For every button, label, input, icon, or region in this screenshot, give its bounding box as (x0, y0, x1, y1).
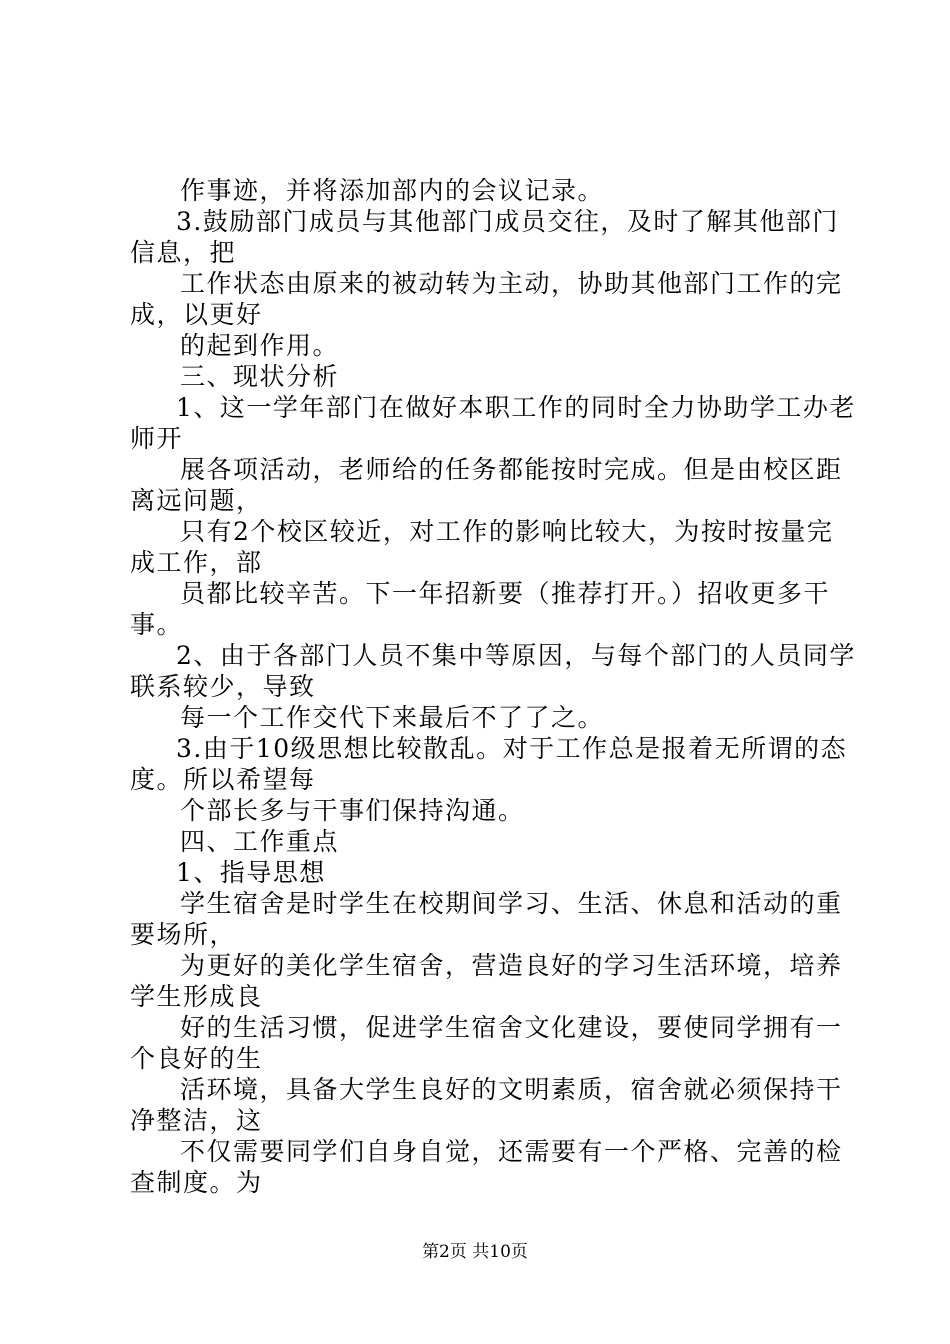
section-heading: 四、工作重点 (180, 827, 340, 856)
text-line: 的起到作用。 (180, 331, 340, 360)
text-line: 工作状态由原来的被动转为主动，协助其他部门工作的完 (180, 269, 843, 298)
text-line: 2、由于各部门人员不集中等原因，与每个部门的人员同学 (176, 641, 856, 670)
text-line: 净整洁，这 (130, 1106, 263, 1135)
text-line: 好的生活习惯，促进学生宿舍文化建设，要使同学拥有一 (180, 1013, 843, 1042)
text-line: 展各项活动，老师给的任务都能按时完成。但是由校区距 (180, 455, 843, 484)
text-line: 员都比较辛苦。下一年招新要（推荐打开。）招收更多干 (180, 579, 831, 608)
text-line: 师开 (130, 424, 184, 453)
text-line: 信息，把 (130, 238, 237, 267)
text-line: 事。 (130, 610, 184, 639)
text-line: 个良好的生 (130, 1044, 263, 1073)
text-line: 活环境，具备大学生良好的文明素质，宿舍就必须保持干 (180, 1075, 843, 1104)
text-line: 每一个工作交代下来最后不了了之。 (180, 703, 605, 732)
text-line: 学生形成良 (130, 982, 263, 1011)
text-line: 查制度。为 (130, 1168, 263, 1197)
text-line: 3.由于10级思想比较散乱。对于工作总是报着无所谓的态 (176, 734, 848, 763)
text-line: 1、这一学年部门在做好本职工作的同时全力协助学工办老 (176, 393, 856, 422)
text-line: 为更好的美化学生宿舍，营造良好的学习生活环境，培养 (180, 951, 843, 980)
text-line: 3.鼓励部门成员与其他部门成员交往，及时了解其他部门 (176, 207, 839, 236)
subsection-heading: 1、指导思想 (176, 858, 326, 887)
page-number-footer: 第2页 共10页 (422, 1242, 528, 1262)
text-line: 成工作，部 (130, 548, 263, 577)
text-line: 学生宿舍是时学生在校期间学习、生活、休息和活动的重 (180, 889, 843, 918)
text-line: 只有2个校区较近，对工作的影响比较大，为按时按量完 (180, 517, 834, 546)
text-line: 离远问题， (130, 486, 263, 515)
text-line: 成，以更好 (130, 300, 263, 329)
text-line: 不仅需要同学们自身自觉，还需要有一个严格、完善的检 (180, 1137, 843, 1166)
text-line: 要场所， (130, 920, 237, 949)
text-line: 作事迹，并将添加部内的会议记录。 (180, 176, 605, 205)
section-heading: 三、现状分析 (180, 362, 340, 391)
text-line: 度。所以希望每 (130, 765, 316, 794)
text-line: 联系较少，导致 (130, 672, 316, 701)
text-line: 个部长多与干事们保持沟通。 (180, 796, 525, 825)
